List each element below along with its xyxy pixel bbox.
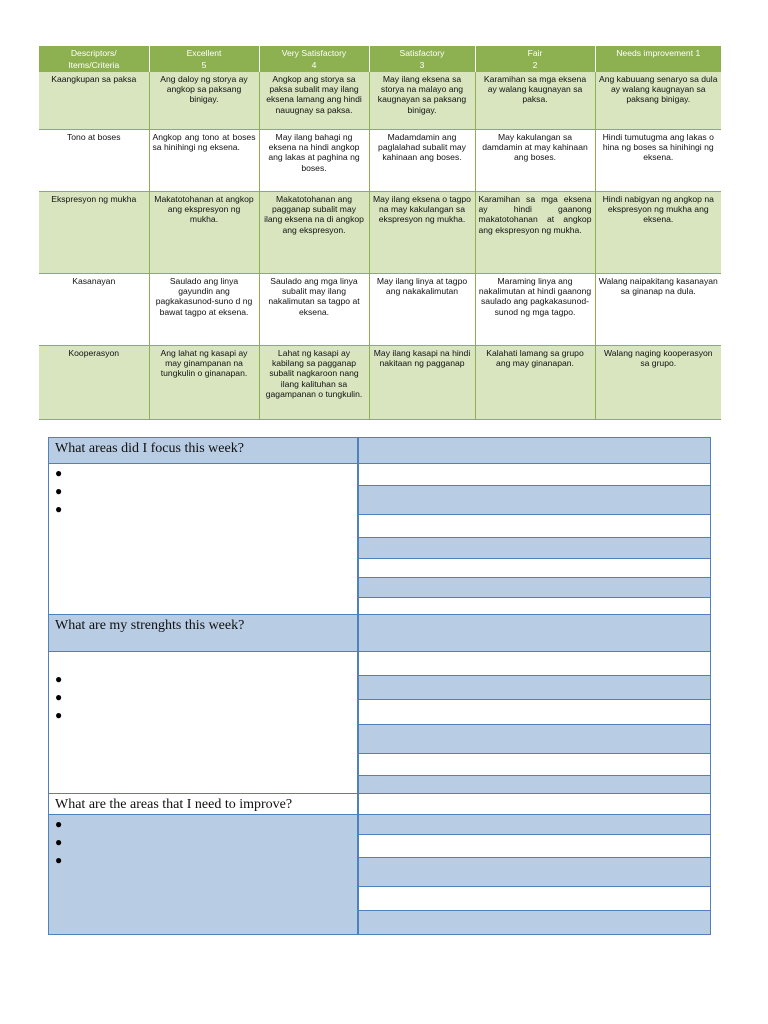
- answer-row[interactable]: [358, 775, 711, 794]
- reflection-answers-column: [358, 437, 711, 935]
- bullet-item: [55, 670, 62, 688]
- score-2-cell: Maraming linya ang nakalimutan at hindi gaanong saulado ang pagkakasunod-sunod ng mga tagpo.: [475, 274, 595, 346]
- reflection-table: [48, 437, 711, 935]
- score-5-cell: Ang daloy ng storya ay angkop sa paksang binigay.: [149, 72, 259, 130]
- answer-area-improve[interactable]: [48, 814, 357, 935]
- score-3-cell: May ilang kasapi na hindi nakitaan ng pagganap: [369, 346, 475, 420]
- header-satisfactory: Satisfactory 3: [369, 46, 475, 72]
- score-1-cell: Ang kabuuang senaryo sa dula ay walang kaugnayan sa paksang binigay.: [595, 72, 721, 130]
- answer-row[interactable]: [358, 577, 711, 598]
- score-3-cell: May ilang eksena o tagpo na may kakulangan sa ekspresyon ng mukha.: [369, 192, 475, 274]
- score-1-cell: Walang naging kooperasyon sa grupo.: [595, 346, 721, 420]
- criterion-cell: Ekspresyon ng mukha: [39, 192, 149, 274]
- answer-row[interactable]: [358, 857, 711, 887]
- bullet-item: [55, 500, 62, 518]
- table-row: [39, 192, 721, 274]
- answer-row[interactable]: [358, 485, 711, 515]
- score-5-cell: Saulado ang linya gayundin ang pagkakasunod-suno d ng bawat tagpo at eksena.: [149, 274, 259, 346]
- answer-row[interactable]: [358, 793, 711, 815]
- column-divider: [357, 437, 359, 935]
- answer-area-focus[interactable]: [48, 463, 357, 615]
- answer-row[interactable]: [358, 514, 711, 538]
- question-areas-to-improve: What are the areas that I need to improve?: [48, 793, 357, 815]
- score-3-cell: May ilang eksena sa storya na malayo ang kaugnayan sa paksang binigay.: [369, 72, 475, 130]
- table-row: [39, 346, 721, 420]
- table-row: [39, 72, 721, 130]
- header-very-satisfactory: Very Satisfactory 4: [259, 46, 369, 72]
- score-2-cell: Karamihan sa mga eksena ay walang kaugnayan sa paksa.: [475, 72, 595, 130]
- question-focus-areas: What areas did I focus this week?: [48, 437, 357, 464]
- criterion-cell: Tono at boses: [39, 130, 149, 192]
- score-1-cell: Walang naipakitang kasanayan sa ginanap na dula.: [595, 274, 721, 346]
- score-2-cell: May kakulangan sa damdamin at may kahinaan ang boses.: [475, 130, 595, 192]
- score-1-cell: Hindi nabigyan ng angkop na ekspresyon ng mukha ang eksena.: [595, 192, 721, 274]
- score-4-cell: Angkop ang storya sa paksa subalit may ilang eksena lamang ang hindi nauugnay sa paksa.: [259, 72, 369, 130]
- answer-row[interactable]: [358, 463, 711, 486]
- score-4-cell: May ilang bahagi ng eksena na hindi angkop ang lakas at paghina ng boses.: [259, 130, 369, 192]
- answer-row[interactable]: [358, 910, 711, 935]
- answer-area-strengths[interactable]: [48, 651, 357, 794]
- answer-row[interactable]: [358, 558, 711, 578]
- score-2-cell: Karamihan sa mga eksena ay hindi gaanong makatotohanan at angkop ang ekspresyon ng mukha.: [475, 192, 595, 274]
- answer-row[interactable]: [358, 651, 711, 676]
- score-4-cell: Makatotohanan ang pagganap subalit may ilang eksena na di angkop ang ekspresyon.: [259, 192, 369, 274]
- score-4-cell: Lahat ng kasapi ay kabilang sa pagganap subalit nagkaroon nang ilang kalituhan sa gagampanan o tungkulin.: [259, 346, 369, 420]
- rubric-table: [39, 46, 721, 420]
- answer-row[interactable]: [358, 753, 711, 776]
- bullet-item: [55, 688, 62, 706]
- bullet-item: [55, 482, 62, 500]
- score-3-cell: Madamdamin ang paglalahad subalit may kahinaan ang boses.: [369, 130, 475, 192]
- score-5-cell: Makatotohanan at angkop ang ekspresyon ng mukha.: [149, 192, 259, 274]
- table-row: [39, 274, 721, 346]
- score-5-cell: Angkop ang tono at boses sa hinihingi ng eksena.: [149, 130, 259, 192]
- header-criteria: Descriptors/ Items/Criteria: [39, 46, 149, 72]
- answer-row[interactable]: [358, 699, 711, 725]
- answer-row[interactable]: [358, 886, 711, 911]
- answer-row[interactable]: [358, 614, 711, 652]
- score-3-cell: May ilang linya at tagpo ang nakakalimutan: [369, 274, 475, 346]
- answer-row[interactable]: [358, 597, 711, 615]
- bullet-item: [55, 464, 62, 482]
- bullet-item: [55, 815, 62, 833]
- criterion-cell: Kooperasyon: [39, 346, 149, 420]
- table-row: [39, 130, 721, 192]
- answer-row[interactable]: [358, 834, 711, 858]
- answer-row[interactable]: [358, 814, 711, 835]
- answer-row[interactable]: [358, 437, 711, 464]
- answer-row[interactable]: [358, 537, 711, 559]
- reflection-questions-column: [48, 437, 358, 935]
- header-excellent: Excellent 5: [149, 46, 259, 72]
- criterion-cell: Kaangkupan sa paksa: [39, 72, 149, 130]
- header-needs-improvement: Needs improvement 1: [595, 46, 721, 72]
- answer-row[interactable]: [358, 724, 711, 754]
- question-strengths: What are my strenghts this week?: [48, 614, 357, 652]
- score-5-cell: Ang lahat ng kasapi ay may ginampanan na tungkulin o ginanapan.: [149, 346, 259, 420]
- bullet-item: [55, 833, 62, 851]
- score-2-cell: Kalahati lamang sa grupo ang may ginanapan.: [475, 346, 595, 420]
- answer-row[interactable]: [358, 675, 711, 700]
- bullet-item: [55, 851, 62, 869]
- score-1-cell: Hindi tumutugma ang lakas o hina ng boses sa hinihingi ng eksena.: [595, 130, 721, 192]
- bullet-item: [55, 706, 62, 724]
- rubric-header-row: [39, 46, 721, 72]
- score-4-cell: Saulado ang mga linya subalit may ilang nakalimutan sa tagpo at eksena.: [259, 274, 369, 346]
- criterion-cell: Kasanayan: [39, 274, 149, 346]
- header-fair: Fair 2: [475, 46, 595, 72]
